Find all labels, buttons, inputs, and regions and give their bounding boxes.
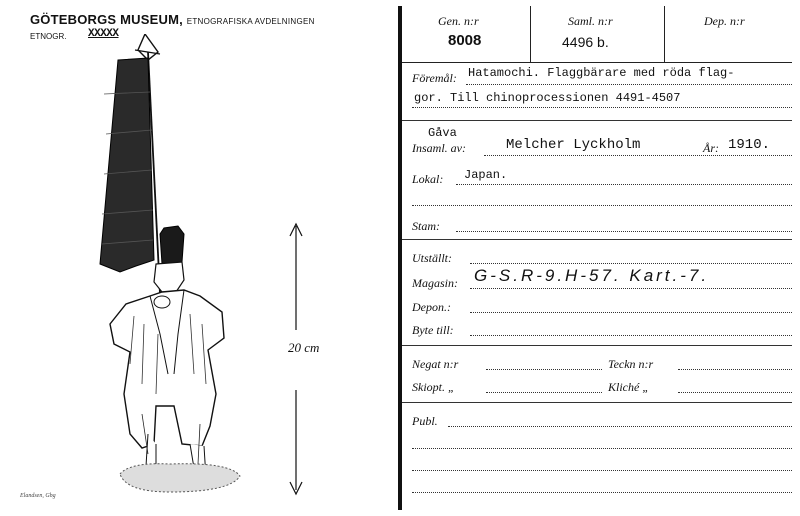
dotted-line bbox=[412, 107, 792, 108]
byte-label: Byte till: bbox=[412, 323, 454, 337]
dotted-line bbox=[412, 492, 792, 493]
dotted-line bbox=[456, 231, 792, 232]
dotted-line bbox=[448, 426, 792, 427]
department-name: ETNOGRAFISKA AVDELNINGEN bbox=[186, 17, 315, 26]
utstallt-label: Utställt: bbox=[412, 251, 453, 265]
dep-nr-label: Dep. n:r bbox=[704, 14, 745, 28]
gava-value: Gåva bbox=[428, 126, 457, 140]
dotted-line bbox=[486, 369, 602, 370]
lokal-label: Lokal: bbox=[412, 172, 444, 186]
dotted-line bbox=[412, 470, 792, 471]
ar-value: 1910. bbox=[728, 137, 771, 153]
kliche-label: Kliché „ bbox=[608, 380, 649, 394]
lokal-value: Japan. bbox=[464, 168, 508, 182]
section-divider bbox=[402, 402, 792, 403]
skiopt-label: Skiopt. „ bbox=[412, 380, 455, 394]
card-border bbox=[398, 6, 402, 510]
dotted-line bbox=[678, 392, 792, 393]
dotted-line bbox=[456, 184, 792, 185]
foremal-label: Föremål: bbox=[412, 71, 457, 85]
saml-nr-value: 4496 b. bbox=[562, 34, 609, 50]
etnogr-label: ETNOGR. bbox=[30, 32, 67, 41]
dotted-line bbox=[412, 448, 792, 449]
dotted-line bbox=[486, 392, 602, 393]
section-divider bbox=[402, 345, 792, 346]
dotted-line bbox=[470, 288, 792, 289]
scale-arrow bbox=[286, 220, 310, 505]
dotted-line bbox=[412, 205, 792, 206]
flag-bearer-drawing bbox=[90, 34, 290, 494]
dotted-line bbox=[470, 312, 792, 313]
dotted-line bbox=[484, 155, 792, 156]
museum-name: GÖTEBORGS MUSEUM, bbox=[30, 12, 183, 27]
saml-nr-label: Saml. n:r bbox=[568, 14, 613, 28]
foremal-line1: Hatamochi. Flaggbärare med röda flag- bbox=[468, 66, 735, 80]
publ-label: Publ. bbox=[412, 414, 438, 428]
stam-label: Stam: bbox=[412, 219, 440, 233]
depon-label: Depon.: bbox=[412, 300, 451, 314]
insaml-value: Melcher Lyckholm bbox=[506, 137, 641, 153]
etnogr-stamp: XXXXX bbox=[88, 28, 119, 40]
top-number-row bbox=[402, 6, 792, 63]
divider bbox=[664, 6, 665, 62]
scale-label: 20 cm bbox=[288, 340, 320, 355]
gen-nr-value: 8008 bbox=[448, 32, 482, 49]
section-divider bbox=[402, 239, 792, 240]
drawing-caption: Elandsen, Gbg bbox=[20, 493, 56, 499]
foremal-line2: gor. Till chinoprocessionen 4491-4507 bbox=[414, 91, 681, 105]
divider bbox=[530, 6, 531, 62]
ar-label: År: bbox=[703, 141, 719, 155]
gen-nr-label: Gen. n:r bbox=[438, 14, 479, 28]
dotted-line bbox=[466, 84, 792, 85]
insaml-label: Insaml. av: bbox=[412, 141, 466, 155]
dotted-line bbox=[678, 369, 792, 370]
magasin-value: G-S.R-9.H-57. Kart.-7. bbox=[474, 266, 710, 285]
dotted-line bbox=[470, 263, 792, 264]
dotted-line bbox=[470, 335, 792, 336]
section-divider bbox=[402, 120, 792, 121]
teckn-label: Teckn n:r bbox=[608, 357, 654, 371]
negat-label: Negat n:r bbox=[412, 357, 459, 371]
magasin-label: Magasin: bbox=[412, 276, 458, 290]
museum-header bbox=[30, 12, 315, 27]
